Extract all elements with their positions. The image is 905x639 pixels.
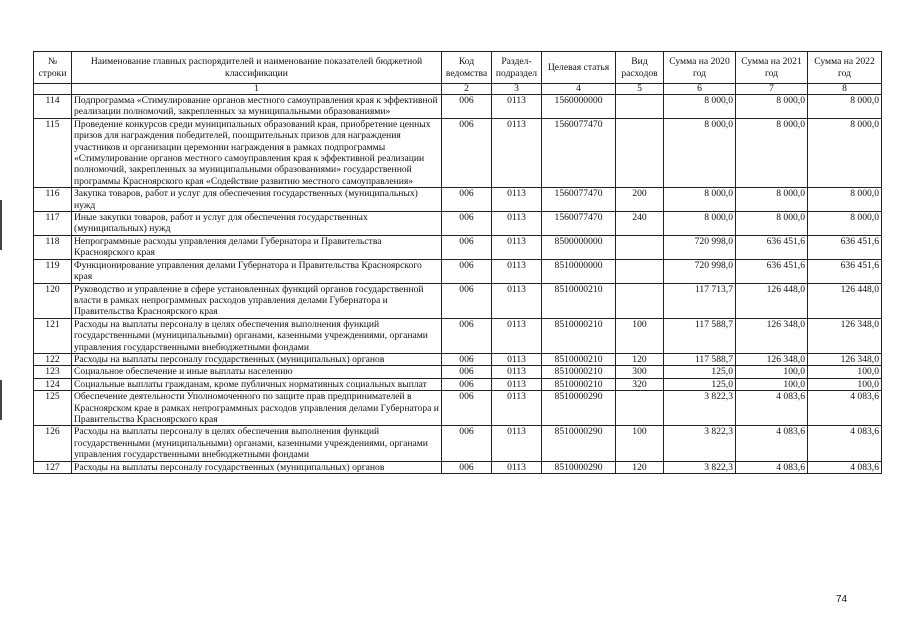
column-number (34, 84, 72, 95)
sum-2021-cell: 126 448,0 (736, 283, 808, 318)
table-row (34, 283, 882, 318)
sum-2021-cell: 636 451,6 (736, 235, 808, 259)
department-code-cell: 006 (442, 188, 492, 212)
department-code-cell: 006 (442, 366, 492, 378)
column-number: 2 (442, 84, 492, 95)
row-name-cell: Социальные выплаты гражданам, кроме публичных нормативных социальных выплат (72, 378, 442, 390)
row-number-cell: 125 (34, 391, 72, 426)
expense-type-cell: 120 (616, 461, 664, 473)
sum-2022-cell: 126 348,0 (808, 318, 882, 353)
sum-2021-cell: 8 000,0 (736, 212, 808, 236)
sum-2021-cell: 4 083,6 (736, 426, 808, 461)
sum-2020-cell: 117 588,7 (664, 318, 736, 353)
target-article-cell: 8510000210 (542, 378, 616, 390)
section-cell: 0113 (492, 95, 542, 119)
target-article-cell: 1560000000 (542, 95, 616, 119)
department-code-cell: 006 (442, 118, 492, 187)
row-number-cell: 121 (34, 318, 72, 353)
sum-2020-cell: 3 822,3 (664, 426, 736, 461)
department-code-cell: 006 (442, 318, 492, 353)
sum-2021-cell: 8 000,0 (736, 95, 808, 119)
header-sum-2022: Сумма на 2022 год (808, 52, 882, 84)
target-article-cell: 8510000210 (542, 283, 616, 318)
expense-type-cell (616, 95, 664, 119)
section-cell: 0113 (492, 426, 542, 461)
target-article-cell: 1560077470 (542, 188, 616, 212)
expense-type-cell: 100 (616, 426, 664, 461)
header-row-number: № строки (34, 52, 72, 84)
row-name-cell: Расходы на выплаты персоналу в целях обеспечения выполнения функций государственными (муниципальными) органами, казенными учреждениями, органами управления государственными внебюджетными фондами (72, 426, 442, 461)
page-number: 74 (836, 594, 848, 605)
table-body (34, 95, 882, 474)
sum-2021-cell: 8 000,0 (736, 118, 808, 187)
section-cell: 0113 (492, 391, 542, 426)
row-name-cell: Функционирование управления делами Губернатора и Правительства Красноярского края (72, 259, 442, 283)
department-code-cell: 006 (442, 353, 492, 365)
table-row (34, 235, 882, 259)
header-section: Раздел-подраздел (492, 52, 542, 84)
target-article-cell: 8510000000 (542, 259, 616, 283)
sum-2020-cell: 3 822,3 (664, 461, 736, 473)
budget-table (33, 51, 882, 474)
sum-2020-cell: 720 998,0 (664, 235, 736, 259)
table-row (34, 426, 882, 461)
table-row (34, 378, 882, 390)
expense-type-cell: 100 (616, 318, 664, 353)
sum-2021-cell: 126 348,0 (736, 353, 808, 365)
column-number-row (34, 84, 882, 95)
section-cell: 0113 (492, 283, 542, 318)
table-row (34, 461, 882, 473)
sum-2022-cell: 126 348,0 (808, 353, 882, 365)
row-number-cell: 118 (34, 235, 72, 259)
department-code-cell: 006 (442, 212, 492, 236)
row-name-cell: Закупка товаров, работ и услуг для обеспечения государственных (муниципальных) нужд (72, 188, 442, 212)
target-article-cell: 8510000290 (542, 461, 616, 473)
target-article-cell: 8510000210 (542, 318, 616, 353)
target-article-cell: 8510000210 (542, 353, 616, 365)
table-row (34, 318, 882, 353)
sum-2020-cell: 125,0 (664, 378, 736, 390)
section-cell: 0113 (492, 366, 542, 378)
row-name-cell: Расходы на выплаты персоналу государственных (муниципальных) органов (72, 461, 442, 473)
sum-2022-cell: 8 000,0 (808, 118, 882, 187)
sum-2020-cell: 8 000,0 (664, 118, 736, 187)
sum-2020-cell: 117 713,7 (664, 283, 736, 318)
header-name: Наименование главных распорядителей и наименование показателей бюджетной классификации (72, 52, 442, 84)
row-number-cell: 117 (34, 212, 72, 236)
expense-type-cell: 120 (616, 353, 664, 365)
department-code-cell: 006 (442, 461, 492, 473)
sum-2021-cell: 126 348,0 (736, 318, 808, 353)
sum-2021-cell: 8 000,0 (736, 188, 808, 212)
target-article-cell: 8500000000 (542, 235, 616, 259)
row-number-cell: 124 (34, 378, 72, 390)
header-sum-2020: Сумма на 2020 год (664, 52, 736, 84)
table-row (34, 95, 882, 119)
row-number-cell: 123 (34, 366, 72, 378)
target-article-cell: 1560077470 (542, 212, 616, 236)
column-number: 6 (664, 84, 736, 95)
expense-type-cell (616, 391, 664, 426)
sum-2022-cell: 100,0 (808, 378, 882, 390)
budget-table-document (33, 51, 881, 474)
sum-2020-cell: 125,0 (664, 366, 736, 378)
expense-type-cell: 240 (616, 212, 664, 236)
sum-2021-cell: 4 083,6 (736, 461, 808, 473)
sum-2020-cell: 8 000,0 (664, 95, 736, 119)
section-cell: 0113 (492, 461, 542, 473)
expense-type-cell (616, 118, 664, 187)
sum-2020-cell: 8 000,0 (664, 188, 736, 212)
sum-2022-cell: 4 083,6 (808, 426, 882, 461)
table-row (34, 212, 882, 236)
sum-2022-cell: 4 083,6 (808, 391, 882, 426)
sum-2020-cell: 8 000,0 (664, 212, 736, 236)
sum-2022-cell: 636 451,6 (808, 235, 882, 259)
row-number-cell: 120 (34, 283, 72, 318)
row-number-cell: 114 (34, 95, 72, 119)
sum-2020-cell: 3 822,3 (664, 391, 736, 426)
table-row (34, 353, 882, 365)
row-name-cell: Проведение конкурсов среди муниципальных образований края, приобретение ценных призов для награждения победителей, поощрительных призов для награждения участников и организации церемонии награждения в рамках подпрограммы «Стимулирование органов местного самоуправления края к эффективной реализации полномочий, закрепленных за муниципальными образованиями» государственной программы Красноярского края «Содействие развитию местного самоуправления» (72, 118, 442, 187)
target-article-cell: 8510000210 (542, 366, 616, 378)
department-code-cell: 006 (442, 95, 492, 119)
column-number: 3 (492, 84, 542, 95)
column-number: 7 (736, 84, 808, 95)
row-name-cell: Иные закупки товаров, работ и услуг для обеспечения государственных (муниципальных) нужд (72, 212, 442, 236)
sum-2021-cell: 100,0 (736, 366, 808, 378)
table-row (34, 118, 882, 187)
section-cell: 0113 (492, 378, 542, 390)
header-target-article: Целевая статья (542, 52, 616, 84)
row-name-cell: Расходы на выплаты персоналу государственных (муниципальных) органов (72, 353, 442, 365)
section-cell: 0113 (492, 212, 542, 236)
row-name-cell: Непрограммные расходы управления делами Губернатора и Правительства Красноярского края (72, 235, 442, 259)
row-name-cell: Расходы на выплаты персоналу в целях обеспечения выполнения функций государственными (муниципальными) органами, казенными учреждениями, органами управления государственными внебюджетными фондами (72, 318, 442, 353)
row-number-cell: 116 (34, 188, 72, 212)
row-number-cell: 119 (34, 259, 72, 283)
sum-2020-cell: 720 998,0 (664, 259, 736, 283)
table-row (34, 391, 882, 426)
column-number: 1 (72, 84, 442, 95)
column-number: 4 (542, 84, 616, 95)
column-number: 5 (616, 84, 664, 95)
sum-2021-cell: 636 451,6 (736, 259, 808, 283)
expense-type-cell (616, 283, 664, 318)
expense-type-cell: 200 (616, 188, 664, 212)
row-name-cell: Социальное обеспечение и иные выплаты населению (72, 366, 442, 378)
row-number-cell: 126 (34, 426, 72, 461)
department-code-cell: 006 (442, 378, 492, 390)
sum-2022-cell: 8 000,0 (808, 212, 882, 236)
sum-2020-cell: 117 588,7 (664, 353, 736, 365)
scan-edge-mark (0, 380, 2, 420)
department-code-cell: 006 (442, 259, 492, 283)
sum-2022-cell: 126 448,0 (808, 283, 882, 318)
scan-edge-mark (0, 200, 2, 250)
table-row (34, 366, 882, 378)
section-cell: 0113 (492, 318, 542, 353)
sum-2022-cell: 4 083,6 (808, 461, 882, 473)
section-cell: 0113 (492, 188, 542, 212)
row-number-cell: 115 (34, 118, 72, 187)
department-code-cell: 006 (442, 426, 492, 461)
target-article-cell: 1560077470 (542, 118, 616, 187)
header-expense-type: Вид расходов (616, 52, 664, 84)
table-row (34, 259, 882, 283)
row-name-cell: Руководство и управление в сфере установленных функций органов государственной власти в рамках непрограммных расходов управления делами Губернатора и Правительства Красноярского края (72, 283, 442, 318)
expense-type-cell (616, 235, 664, 259)
sum-2022-cell: 100,0 (808, 366, 882, 378)
column-number: 8 (808, 84, 882, 95)
expense-type-cell: 320 (616, 378, 664, 390)
section-cell: 0113 (492, 118, 542, 187)
department-code-cell: 006 (442, 235, 492, 259)
section-cell: 0113 (492, 235, 542, 259)
sum-2022-cell: 8 000,0 (808, 188, 882, 212)
row-name-cell: Обеспечение деятельности Уполномоченного по защите прав предпринимателей в Красноярском крае в рамках непрограммных расходов управления делами Губернатора и Правительства Красноярского края (72, 391, 442, 426)
row-name-cell: Подпрограмма «Стимулирование органов местного самоуправления края к эффективной реализации полномочий, закрепленных за муниципальными образованиями» (72, 95, 442, 119)
row-number-cell: 122 (34, 353, 72, 365)
department-code-cell: 006 (442, 283, 492, 318)
expense-type-cell: 300 (616, 366, 664, 378)
section-cell: 0113 (492, 259, 542, 283)
header-sum-2021: Сумма на 2021 год (736, 52, 808, 84)
department-code-cell: 006 (442, 391, 492, 426)
header-department-code: Код ведомства (442, 52, 492, 84)
target-article-cell: 8510000290 (542, 426, 616, 461)
target-article-cell: 8510000290 (542, 391, 616, 426)
sum-2021-cell: 4 083,6 (736, 391, 808, 426)
sum-2022-cell: 636 451,6 (808, 259, 882, 283)
sum-2021-cell: 100,0 (736, 378, 808, 390)
row-number-cell: 127 (34, 461, 72, 473)
expense-type-cell (616, 259, 664, 283)
table-header-row (34, 52, 882, 84)
table-row (34, 188, 882, 212)
sum-2022-cell: 8 000,0 (808, 95, 882, 119)
section-cell: 0113 (492, 353, 542, 365)
